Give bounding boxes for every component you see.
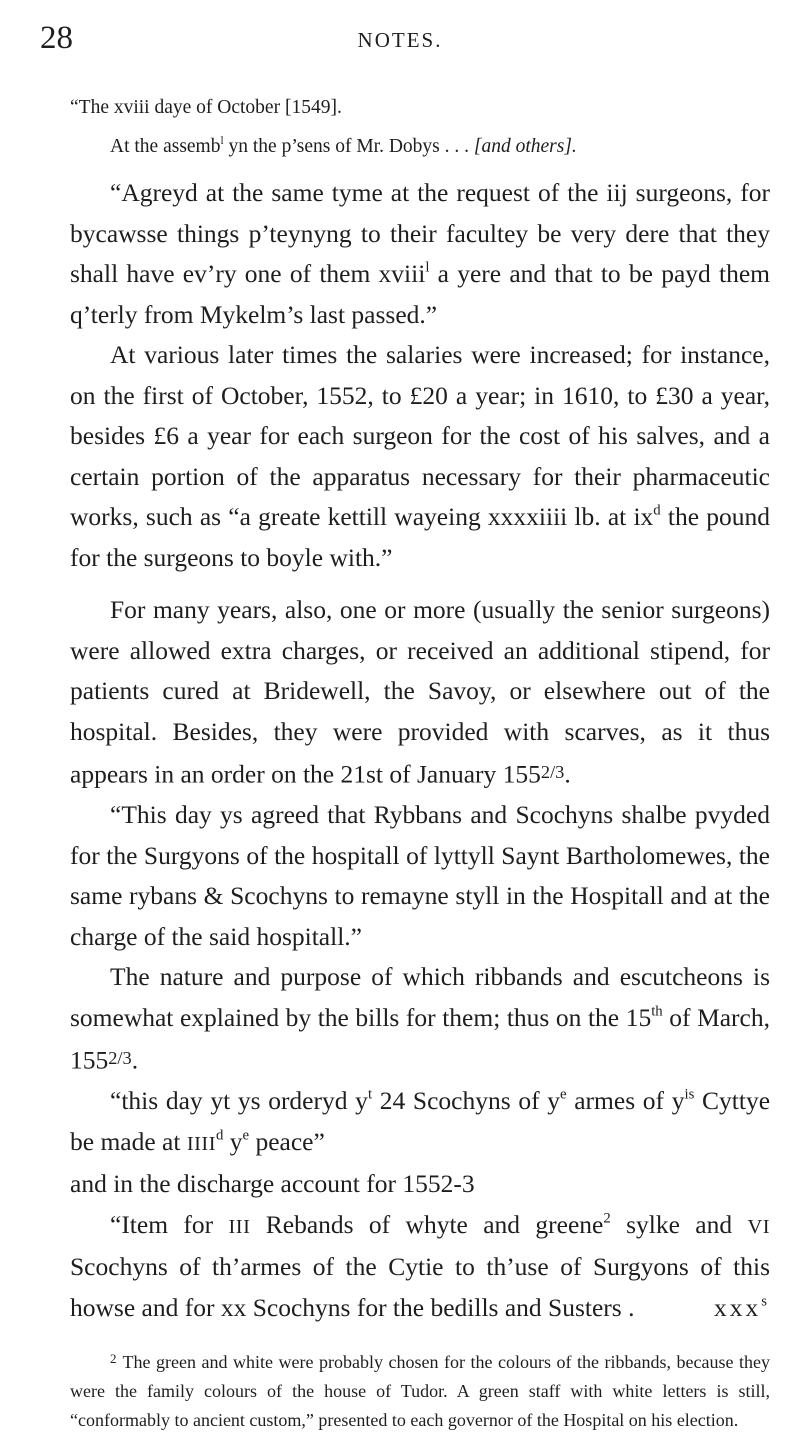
paragraph-ribbands-purpose: The nature and purpose of which ribbands and escutcheons is somewhat explained by the bills for them; thus on the 15th of March, 1552/3. — [70, 962, 770, 1075]
page-body — [70, 88, 770, 1435]
footnote-mark: 2 — [110, 1351, 117, 1367]
discharge-account-line: and in the discharge account for 1552-3 — [70, 1169, 475, 1199]
assembly-line: At the assemb$^l$ yn the p’sens of Mr. Dobys . . . [and others]. — [110, 135, 577, 157]
quote-rybbans: “This day ys agreed that Rybbans and Scochyns shalbe pvyded for the Surgyons of the hospitall of lyttyll Saynt Bartholomewes, the same rybans & Scochyns to remayne styll in the Hospitall and at the charge of the said hospitall.” — [70, 800, 770, 951]
footnote-reference: 2 — [603, 1210, 611, 1227]
running-head: NOTES. — [357, 28, 443, 52]
paragraph-salaries: At various later times the salaries were increased; for instance, on the first of October, 1552, to £20 a year; in 1610, to £30 a year, besides £6 a year for each surgeon for the cost of his salves, and a certain portion of the apparatus necessary for their pharmaceutic works, such as “a greate kettill wayeing xxxxiiii lb. at $ix^d$ the pound for the surgeons to boyle with.” — [70, 340, 770, 572]
paragraph-agreement: “Agreyd at the same tyme at the request of the iij surgeons, for bycawsse things p’teynyng to their facultey be very dere that they shall have ev’ry one of them xviii$^l$ a yere and that to be payd them q’terly from Mykelm’s last passed.” — [70, 178, 770, 329]
footnote-text: The green and white were probably chosen for the colours of the ribbands, because they were the family colours of the house of Tudor. A green staff with white letters is still, “conformably to ancient custom,” presented to each governor of the Hospital on his election. — [70, 1352, 770, 1431]
paragraph-extra-charges: For many years, also, one or more (usually the senior surgeons) were allowed extra charges, or received an additional stipend, for patients cured at Bridewell, the Savoy, or elsewhere out of the hospital. Besides, they were provided with scarves, as it thus appears in an order on the 21st of January 1552/3. — [70, 595, 770, 789]
date-line: “The xviii daye of October [1549]. — [70, 97, 342, 118]
quote-item-rebands: “Item for III Rebands of whyte and greene$^2$ sylke and VI Scochyns of th’armes of the Cytie to th’use of Surgyons of this howse and for xx Scochyns for the bedills and Susters . xxx$^s$ — [70, 1205, 770, 1329]
page-number: 28 — [40, 20, 73, 56]
amount: xxx$^s$ — [713, 1292, 770, 1322]
footnote — [70, 1344, 770, 1435]
quote-scochyns-order: “this day yt ys orderyd $y^t$ 24 Scochyns of $y^e$ armes of $y^{is}$ Cyttye be made at IIII$^d$ $y^e$ peace” — [70, 1086, 771, 1156]
page-header — [0, 16, 800, 66]
